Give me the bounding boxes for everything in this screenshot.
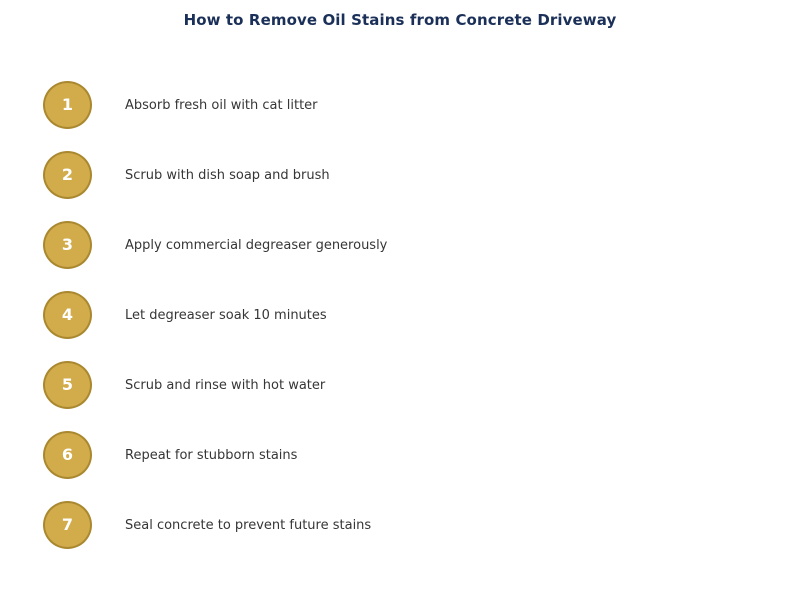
list-item	[0, 420, 800, 490]
step-number-label: 7	[61, 515, 74, 534]
step-number-label: 2	[61, 165, 74, 184]
step-description: Seal concrete to prevent future stains	[125, 517, 372, 533]
list-item	[0, 490, 800, 560]
step-number-badge	[43, 221, 92, 269]
list-item	[0, 140, 800, 210]
step-number-label: 5	[61, 375, 74, 394]
step-number-label: 3	[61, 235, 74, 254]
page-title: How to Remove Oil Stains from Concrete Driveway	[183, 11, 617, 29]
list-item	[0, 280, 800, 350]
step-number-badge	[43, 501, 92, 549]
steps-list	[0, 70, 800, 560]
step-number-label: 6	[61, 445, 74, 464]
step-number-badge	[43, 151, 92, 199]
step-description: Repeat for stubborn stains	[125, 447, 298, 463]
step-number-badge	[43, 361, 92, 409]
step-description: Scrub and rinse with hot water	[125, 377, 326, 393]
step-number-badge	[43, 431, 92, 479]
step-description: Apply commercial degreaser generously	[125, 237, 388, 253]
list-item	[0, 350, 800, 420]
step-description: Absorb fresh oil with cat litter	[125, 97, 318, 113]
list-item	[0, 210, 800, 280]
step-number-label: 4	[61, 305, 74, 324]
step-description: Let degreaser soak 10 minutes	[125, 307, 327, 323]
step-number-badge	[43, 291, 92, 339]
step-number-label: 1	[61, 95, 74, 114]
step-number-badge	[43, 81, 92, 129]
list-item	[0, 70, 800, 140]
step-description: Scrub with dish soap and brush	[125, 167, 330, 183]
